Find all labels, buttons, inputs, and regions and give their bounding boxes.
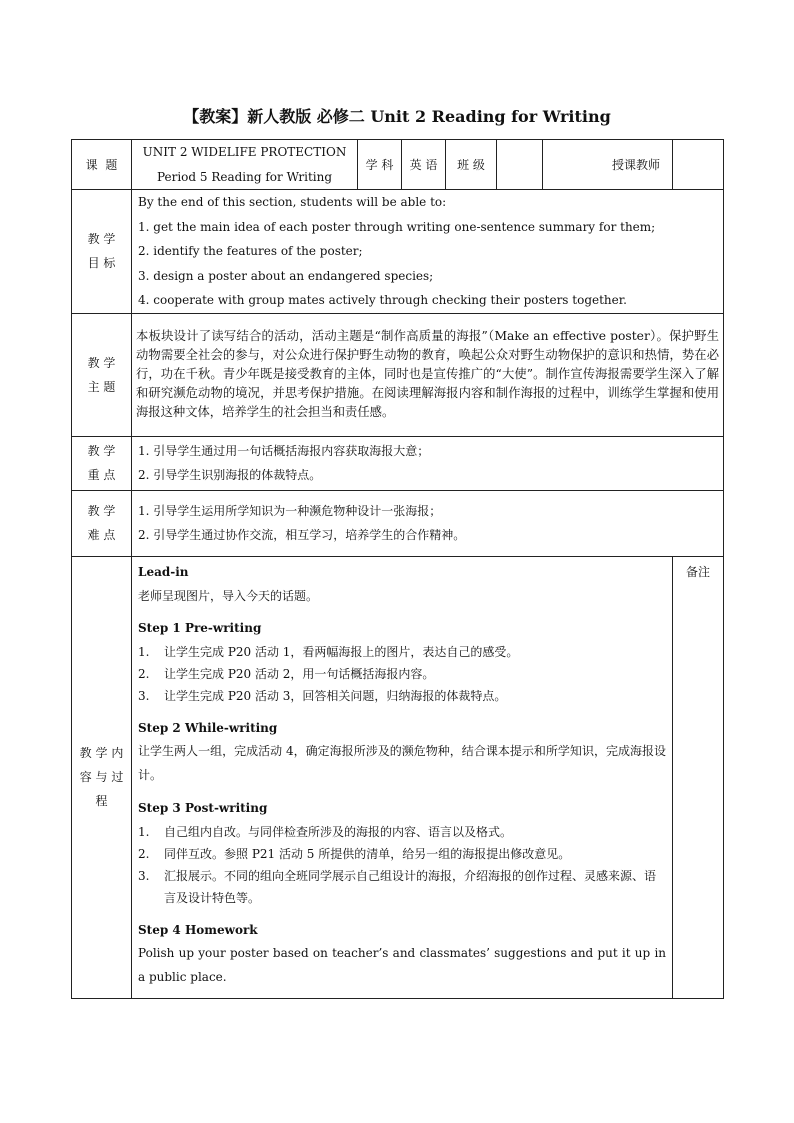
list-item: 1. 让学生完成 P20 活动 1，看两幅海报上的图片，表达自己的感受。 <box>138 644 519 659</box>
objectives-row <box>72 190 724 314</box>
objective-line: 3. design a poster about an endangered species; <box>138 268 434 283</box>
step4-heading: Step 4 Homework <box>138 922 258 937</box>
topic-value <box>132 140 358 190</box>
step4-text: Polish up your poster based on teacher’s and classmates’ suggestions and put it up in a public place. <box>138 945 667 984</box>
remark-label: 备注 <box>686 564 711 579</box>
topic-line-1: UNIT 2 WIDELIFE PROTECTION <box>142 145 347 159</box>
difficulty-line: 2. 引导学生通过协作交流，相互学习，培养学生的合作精神。 <box>138 528 466 542</box>
objective-line: 1. get the main idea of each poster through writing one-sentence summary for them; <box>138 219 656 234</box>
header-row <box>72 140 724 190</box>
topic-line-2: Period 5 Reading for Writing <box>156 169 333 184</box>
teacher-label: 授课教师 <box>543 140 673 190</box>
theme-row <box>72 313 724 436</box>
list-item: 1. 自己组内自改。与同伴检查所涉及的海报的内容、语言以及格式。 <box>138 824 513 839</box>
objectives-label: 教 学 目 标 <box>72 190 132 314</box>
difficulties-content <box>132 490 724 556</box>
class-label: 班 级 <box>446 140 497 190</box>
difficulties-label: 教 学 难 点 <box>72 490 132 556</box>
key-point-line: 2. 引导学生识别海报的体裁特点。 <box>138 468 322 482</box>
step3-list <box>138 821 666 909</box>
process-row <box>72 556 724 998</box>
objective-line: By the end of this section, students will be able to: <box>138 195 447 209</box>
leadin-text: 老师呈现图片，导入今天的话题。 <box>138 588 319 603</box>
step2-heading: Step 2 While-writing <box>138 720 278 735</box>
key-point-line: 1. 引导学生通过用一句话概括海报内容获取海报大意； <box>138 443 430 458</box>
subject-label: 学 科 <box>358 140 402 190</box>
subject-value: 英 语 <box>402 140 446 190</box>
remark-cell <box>673 556 724 998</box>
lesson-plan-table <box>71 139 724 999</box>
step1-heading: Step 1 Pre-writing <box>138 620 262 635</box>
difficulty-line: 1. 引导学生运用所学知识为一种濒危物种设计一张海报； <box>138 503 442 518</box>
process-content <box>132 556 673 998</box>
objectives-content <box>132 190 724 314</box>
class-value <box>497 140 543 190</box>
topic-label: 课 题 <box>72 140 132 190</box>
key-points-content <box>132 436 724 490</box>
page-title: 【教案】新人教版 必修二 Unit 2 Reading for Writing <box>183 107 611 126</box>
list-item: 2. 让学生完成 P20 活动 2，用一句话概括海报内容。 <box>138 666 435 681</box>
step2-text: 让学生两人一组，完成活动 4，确定海报所涉及的濒危物种，结合课本提示和所学知识，完成海报设计。 <box>138 743 667 782</box>
list-item: 2. 同伴互改。参照 P21 活动 5 所提供的清单，给另一组的海报提出修改意见。 <box>138 846 571 861</box>
list-item: 3. 让学生完成 P20 活动 3，回答相关问题，归纳海报的体裁特点。 <box>138 688 507 703</box>
theme-label: 教 学 主 题 <box>72 313 132 436</box>
key-points-row <box>72 436 724 490</box>
theme-text: 本板块设计了读写结合的活动，活动主题是“制作高质量的海报”（Make an effective poster）。保护野生动物需要全社会的参与，对公众进行保护野生动物的教育，唤起公众对野生动物保护的意识和热情，势在必行，功在千秋。青少年既是接受教育的主体，同时也是宣传推广的“大使”。制作宣传海报需要学生深入了解和研究濒危动物的境况，并思考保护措施。在阅读理解海报内容和制作海报的过程中，训练学生掌握和使用海报这种文体，培养学生的社会担当和责任感。 <box>132 313 724 436</box>
leadin-heading: Lead-in <box>138 564 189 579</box>
step1-list <box>138 641 666 707</box>
difficulties-row <box>72 490 724 556</box>
key-points-label: 教 学 重 点 <box>72 436 132 490</box>
objective-line: 4. cooperate with group mates actively through checking their posters together. <box>138 293 627 307</box>
step3-heading: Step 3 Post-writing <box>138 800 268 815</box>
list-item: 3. 汇报展示。不同的组向全班同学展示自己组设计的海报，介绍海报的创作过程、灵感来源、语言及设计特色等。 <box>138 868 657 905</box>
objective-line: 2. identify the features of the poster; <box>138 244 363 258</box>
process-label: 教 学 内 容 与 过 程 <box>72 556 132 998</box>
teacher-value <box>673 140 724 190</box>
